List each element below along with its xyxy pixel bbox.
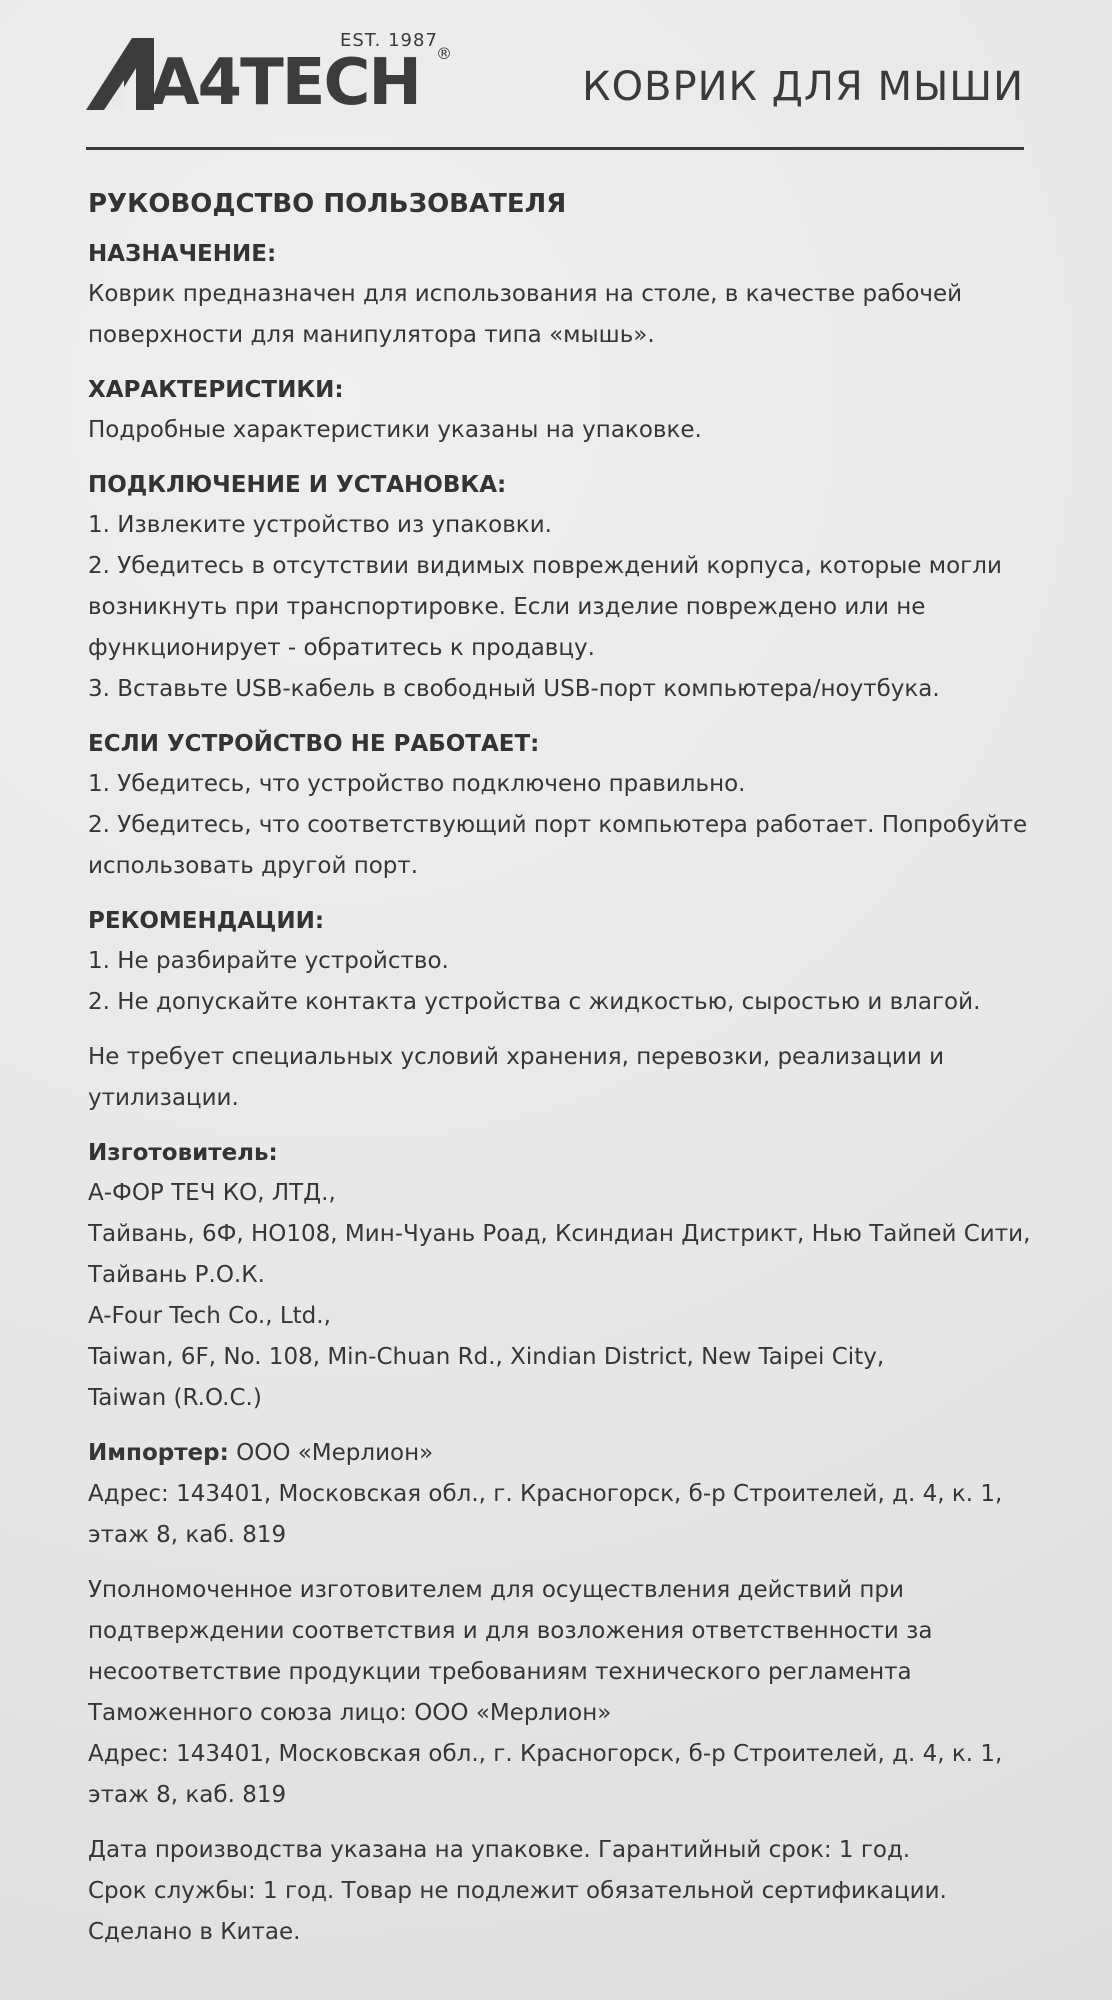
section-heading: Изготовитель: xyxy=(88,1140,278,1166)
text-line: Срок службы: 1 год. Товар не подлежит обязательной сертификации. xyxy=(88,1878,947,1904)
text-line: 2. Не допускайте контакта устройства с жидкостью, сыростью и влагой. xyxy=(88,989,981,1015)
text-line: подтверждении соответствия и для возложения ответственности за xyxy=(88,1618,933,1644)
text-line: 2. Убедитесь в отсутствии видимых повреждений корпуса, которые могли xyxy=(88,553,1002,579)
section-storage xyxy=(88,1037,1048,1119)
section-importer xyxy=(88,1433,1048,1556)
text-line: 3. Вставьте USB-кабель в свободный USB-порт компьютера/ноутбука. xyxy=(88,676,940,702)
text-line: А-ФОР ТЕЧ КО, ЛТД., xyxy=(88,1180,336,1206)
text-line: Коврик предназначен для использования на столе, в качестве рабочей xyxy=(88,281,963,307)
text-line: этаж 8, каб. 819 xyxy=(88,1782,287,1808)
text-line: Не требует специальных условий хранения, перевозки, реализации и xyxy=(88,1044,945,1070)
manual-content xyxy=(88,182,1048,1967)
text-line: 1. Извлеките устройство из упаковки. xyxy=(88,512,552,538)
section-setup xyxy=(88,465,1048,710)
text-line: Уполномоченное изготовителем для осуществления действий при xyxy=(88,1577,904,1603)
text-line: несоответствие продукции требованиям технического регламента xyxy=(88,1659,912,1685)
document-title: РУКОВОДСТВО ПОЛЬЗОВАТЕЛЯ xyxy=(88,189,567,219)
section-heading: РЕКОМЕНДАЦИИ: xyxy=(88,908,325,934)
section-purpose xyxy=(88,234,1048,356)
text-line: этаж 8, каб. 819 xyxy=(88,1522,287,1548)
section-heading: ЕСЛИ УСТРОЙСТВО НЕ РАБОТАЕТ: xyxy=(88,731,540,757)
text-line: Дата производства указана на упаковке. Гарантийный срок: 1 год. xyxy=(88,1837,911,1863)
section-heading: ХАРАКТЕРИСТИКИ: xyxy=(88,377,344,403)
product-title: КОВРИК ДЛЯ МЫШИ xyxy=(582,64,1024,110)
registered-mark: ® xyxy=(436,44,452,63)
text-line: Сделано в Китае. xyxy=(88,1919,301,1945)
text-line: Адрес: 143401, Московская обл., г. Красногорск, б-р Строителей, д. 4, к. 1, xyxy=(88,1741,1003,1767)
text-line: функционирует - обратитесь к продавцу. xyxy=(88,635,595,661)
text-line: 2. Убедитесь, что соответствующий порт компьютера работает. Попробуйте xyxy=(88,812,1028,838)
section-recommendations xyxy=(88,901,1048,1023)
brand-name: A4TECH xyxy=(150,46,420,120)
section-footer xyxy=(88,1830,1048,1953)
text-line: поверхности для манипулятора типа «мышь». xyxy=(88,322,655,348)
text-line: Таможенного союза лицо: ООО «Мерлион» xyxy=(88,1700,612,1726)
text-line: Адрес: 143401, Московская обл., г. Красногорск, б-р Строителей, д. 4, к. 1, xyxy=(88,1481,1003,1507)
text-line: 1. Убедитесь, что устройство подключено правильно. xyxy=(88,771,746,797)
text-line: Тайвань Р.О.К. xyxy=(88,1262,265,1288)
section-heading: НАЗНАЧЕНИЕ: xyxy=(88,241,277,267)
section-troubleshoot xyxy=(88,724,1048,887)
section-specs xyxy=(88,370,1048,451)
text-line: использовать другой порт. xyxy=(88,853,419,879)
est-year: EST. 1987 xyxy=(340,30,438,51)
text-line: Taiwan (R.O.C.) xyxy=(88,1385,262,1411)
text-line: Подробные характеристики указаны на упаковке. xyxy=(88,417,702,443)
importer-label: Импортер: xyxy=(88,1440,229,1466)
section-manufacturer xyxy=(88,1133,1048,1419)
text-line: возникнуть при транспортировке. Если изделие повреждено или не xyxy=(88,594,926,620)
header-divider xyxy=(86,147,1024,150)
importer-line xyxy=(88,1433,1048,1474)
text-line: 1. Не разбирайте устройство. xyxy=(88,948,449,974)
section-heading: ПОДКЛЮЧЕНИЕ И УСТАНОВКА: xyxy=(88,472,507,498)
importer-name: ООО «Мерлион» xyxy=(228,1440,434,1466)
text-line: утилизации. xyxy=(88,1085,239,1111)
text-line: A-Four Tech Co., Ltd., xyxy=(88,1303,331,1329)
section-authorized xyxy=(88,1570,1048,1816)
text-line: Тайвань, 6Ф, НО108, Мин-Чуань Роад, Ксиндиан Дистрикт, Нью Тайпей Сити, xyxy=(88,1221,1031,1247)
text-line: Taiwan, 6F, No. 108, Min-Chuan Rd., Xindian District, New Taipei City, xyxy=(88,1344,885,1370)
